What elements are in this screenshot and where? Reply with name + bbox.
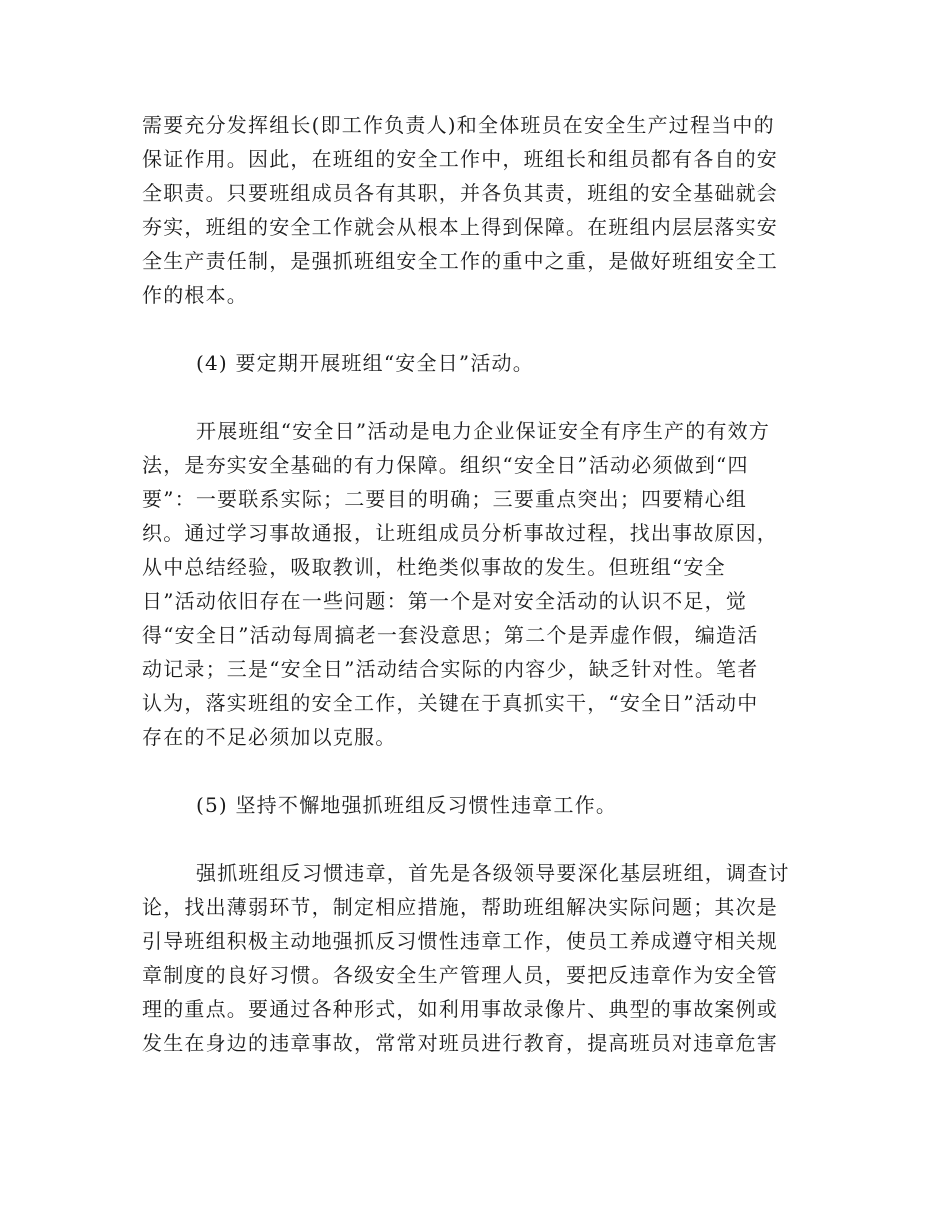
paragraph-spacer (142, 754, 802, 788)
text-line: 强抓班组反习惯违章，首先是各级领导要深化基层班组，调查讨 (196, 861, 790, 885)
paragraph-1 (142, 108, 802, 312)
paragraph-spacer (142, 312, 802, 346)
text-line: 发生在身边的违章事故，常常对班员进行教育，提高班员对违章危害 (142, 1031, 778, 1055)
text-line: 存在的不足必须加以克服。 (142, 725, 397, 749)
paragraph-spacer (142, 822, 802, 856)
text-line: 得“安全日”活动每周搞老一套没意思；第二个是弄虚作假，编造活 (142, 623, 759, 647)
text-line: 全职责。只要班组成员各有其职，并各负其责，班组的安全基础就会 (142, 181, 778, 205)
section-heading-4: (4) 要定期开展班组“安全日”活动。 (196, 351, 534, 375)
text-line: 开展班组“安全日”活动是电力企业保证安全有序生产的有效方 (196, 419, 771, 443)
text-line: 日”活动依旧存在一些问题：第一个是对安全活动的认识不足，觉 (142, 589, 748, 613)
text-line: 引导班组积极主动地强抓反习惯性违章工作，使员工养成遵守相关规 (142, 929, 778, 953)
text-line: 保证作用。因此，在班组的安全工作中，班组长和组员都有各自的安 (142, 147, 778, 171)
paragraph-2 (142, 414, 802, 754)
text-line: 作的根本。 (142, 283, 248, 307)
document-body (142, 108, 802, 1060)
text-line: 从中总结经验，吸取教训，杜绝类似事故的发生。但班组“安全 (142, 555, 726, 579)
paragraph-3 (142, 856, 802, 1060)
text-line: 要”：一要联系实际；二要目的明确；三要重点突出；四要精心组 (142, 487, 748, 511)
text-line: 需要充分发挥组长(即工作负责人)和全体班员在安全生产过程当中的 (142, 113, 775, 137)
section-heading-5: (5) 坚持不懈地强抓班组反习惯性违章工作。 (196, 793, 618, 817)
text-line: 理的重点。要通过各种形式，如利用事故录像片、典型的事故案例或 (142, 997, 778, 1021)
text-line: 全生产责任制，是强抓班组安全工作的重中之重，是做好班组安全工 (142, 249, 778, 273)
text-line: 法，是夯实安全基础的有力保障。组织“安全日”活动必须做到“四 (142, 453, 749, 477)
text-line: 夯实，班组的安全工作就会从根本上得到保障。在班组内层层落实安 (142, 215, 778, 239)
text-line: 章制度的良好习惯。各级安全生产管理人员，要把反违章作为安全管 (142, 963, 778, 987)
text-line: 认为，落实班组的安全工作，关键在于真抓实干，“安全日”活动中 (142, 691, 759, 715)
text-line: 论，找出薄弱环节，制定相应措施，帮助班组解决实际问题；其次是 (142, 895, 778, 919)
text-line: 动记录；三是“安全日”活动结合实际的内容少，缺乏针对性。笔者 (142, 657, 759, 681)
paragraph-spacer (142, 380, 802, 414)
text-line: 织。通过学习事故通报，让班组成员分析事故过程，找出事故原因， (142, 521, 778, 545)
